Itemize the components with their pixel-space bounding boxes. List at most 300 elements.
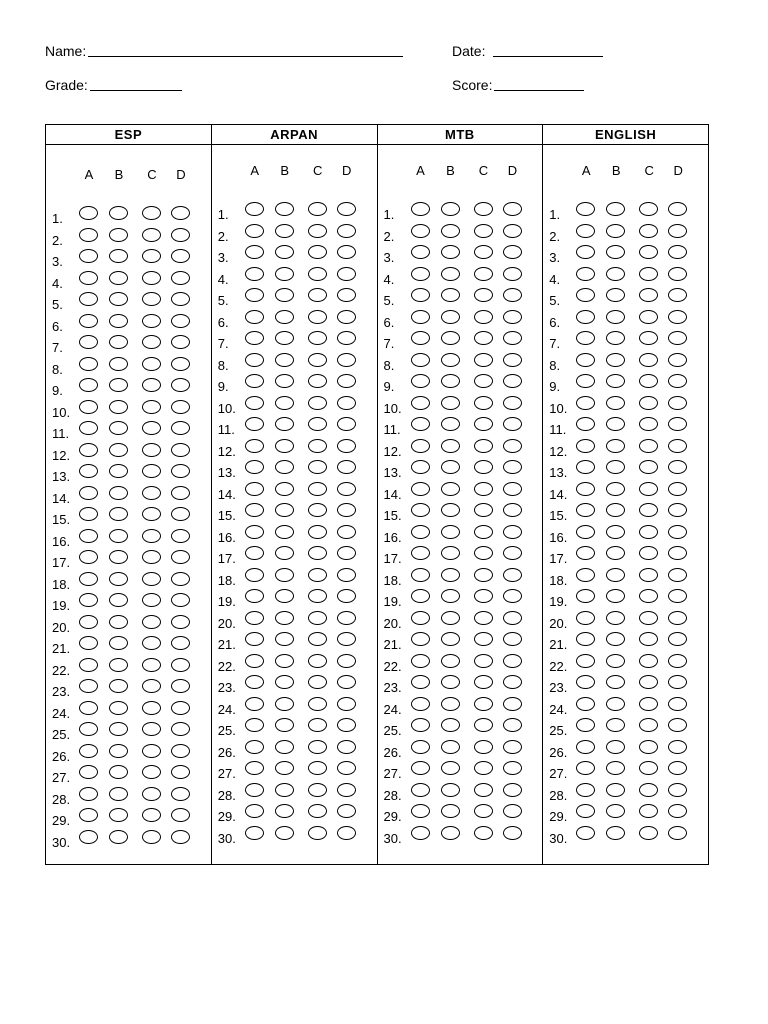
answer-bubble-b[interactable] [606,396,625,410]
answer-bubble-d[interactable] [171,744,190,758]
answer-bubble-d[interactable] [668,697,687,711]
answer-bubble-d[interactable] [668,331,687,345]
answer-bubble-a[interactable] [79,357,98,371]
answer-bubble-c[interactable] [639,417,658,431]
answer-bubble-d[interactable] [171,421,190,435]
answer-bubble-b[interactable] [275,589,294,603]
answer-bubble-c[interactable] [474,417,493,431]
answer-bubble-a[interactable] [245,546,264,560]
answer-bubble-b[interactable] [109,744,128,758]
answer-bubble-c[interactable] [308,675,327,689]
answer-bubble-a[interactable] [245,202,264,216]
answer-bubble-a[interactable] [79,507,98,521]
answer-bubble-b[interactable] [275,546,294,560]
answer-bubble-c[interactable] [142,636,161,650]
date-input-line[interactable] [493,42,603,57]
answer-bubble-c[interactable] [639,826,658,840]
answer-bubble-a[interactable] [79,701,98,715]
answer-bubble-d[interactable] [171,335,190,349]
answer-bubble-d[interactable] [503,783,522,797]
answer-bubble-d[interactable] [503,417,522,431]
answer-bubble-d[interactable] [337,417,356,431]
answer-bubble-d[interactable] [337,460,356,474]
answer-bubble-c[interactable] [474,460,493,474]
answer-bubble-a[interactable] [576,503,595,517]
answer-bubble-b[interactable] [109,572,128,586]
answer-bubble-d[interactable] [503,525,522,539]
answer-bubble-d[interactable] [337,740,356,754]
answer-bubble-c[interactable] [308,374,327,388]
answer-bubble-d[interactable] [503,697,522,711]
answer-bubble-b[interactable] [109,228,128,242]
answer-bubble-d[interactable] [171,765,190,779]
answer-bubble-a[interactable] [576,353,595,367]
answer-bubble-a[interactable] [576,396,595,410]
answer-bubble-c[interactable] [308,417,327,431]
answer-bubble-a[interactable] [411,632,430,646]
answer-bubble-b[interactable] [441,417,460,431]
score-input-line[interactable] [494,76,584,91]
answer-bubble-d[interactable] [503,202,522,216]
answer-bubble-a[interactable] [79,765,98,779]
answer-bubble-a[interactable] [245,267,264,281]
answer-bubble-a[interactable] [576,675,595,689]
answer-bubble-c[interactable] [142,507,161,521]
answer-bubble-a[interactable] [411,697,430,711]
answer-bubble-c[interactable] [639,460,658,474]
answer-bubble-a[interactable] [79,314,98,328]
answer-bubble-c[interactable] [474,589,493,603]
answer-bubble-c[interactable] [474,654,493,668]
answer-bubble-d[interactable] [171,507,190,521]
answer-bubble-d[interactable] [668,804,687,818]
answer-bubble-b[interactable] [109,701,128,715]
answer-bubble-d[interactable] [503,482,522,496]
answer-bubble-d[interactable] [337,611,356,625]
answer-bubble-a[interactable] [245,245,264,259]
answer-bubble-d[interactable] [668,761,687,775]
answer-bubble-a[interactable] [245,783,264,797]
answer-bubble-b[interactable] [441,288,460,302]
answer-bubble-d[interactable] [337,718,356,732]
answer-bubble-d[interactable] [503,804,522,818]
answer-bubble-a[interactable] [245,374,264,388]
answer-bubble-d[interactable] [337,439,356,453]
answer-bubble-b[interactable] [275,632,294,646]
answer-bubble-b[interactable] [441,654,460,668]
answer-bubble-a[interactable] [411,288,430,302]
answer-bubble-c[interactable] [639,503,658,517]
answer-bubble-d[interactable] [171,357,190,371]
answer-bubble-b[interactable] [606,761,625,775]
answer-bubble-c[interactable] [308,288,327,302]
answer-bubble-b[interactable] [441,245,460,259]
answer-bubble-b[interactable] [606,632,625,646]
answer-bubble-a[interactable] [79,744,98,758]
answer-bubble-d[interactable] [337,783,356,797]
answer-bubble-a[interactable] [79,249,98,263]
answer-bubble-a[interactable] [576,783,595,797]
answer-bubble-c[interactable] [474,288,493,302]
answer-bubble-d[interactable] [668,374,687,388]
answer-bubble-c[interactable] [308,826,327,840]
answer-bubble-b[interactable] [606,675,625,689]
answer-bubble-c[interactable] [474,202,493,216]
answer-bubble-d[interactable] [503,439,522,453]
answer-bubble-b[interactable] [275,288,294,302]
answer-bubble-c[interactable] [142,486,161,500]
answer-bubble-d[interactable] [668,417,687,431]
answer-bubble-c[interactable] [474,783,493,797]
answer-bubble-b[interactable] [275,740,294,754]
answer-bubble-c[interactable] [142,378,161,392]
answer-bubble-d[interactable] [503,546,522,560]
answer-bubble-a[interactable] [411,245,430,259]
answer-bubble-c[interactable] [308,525,327,539]
answer-bubble-a[interactable] [576,310,595,324]
answer-bubble-b[interactable] [606,245,625,259]
answer-bubble-a[interactable] [576,804,595,818]
answer-bubble-a[interactable] [411,611,430,625]
answer-bubble-c[interactable] [474,245,493,259]
answer-bubble-d[interactable] [503,353,522,367]
answer-bubble-a[interactable] [411,331,430,345]
answer-bubble-c[interactable] [308,783,327,797]
answer-bubble-c[interactable] [639,697,658,711]
answer-bubble-b[interactable] [606,611,625,625]
answer-bubble-a[interactable] [411,761,430,775]
answer-bubble-a[interactable] [245,589,264,603]
answer-bubble-a[interactable] [411,654,430,668]
answer-bubble-a[interactable] [411,417,430,431]
answer-bubble-d[interactable] [503,740,522,754]
answer-bubble-c[interactable] [474,374,493,388]
grade-input-line[interactable] [90,76,182,91]
answer-bubble-a[interactable] [245,568,264,582]
answer-bubble-b[interactable] [441,826,460,840]
answer-bubble-b[interactable] [109,357,128,371]
answer-bubble-b[interactable] [275,310,294,324]
answer-bubble-a[interactable] [245,632,264,646]
answer-bubble-b[interactable] [109,486,128,500]
answer-bubble-b[interactable] [441,632,460,646]
answer-bubble-b[interactable] [275,675,294,689]
answer-bubble-d[interactable] [503,310,522,324]
answer-bubble-c[interactable] [639,740,658,754]
answer-bubble-b[interactable] [109,271,128,285]
answer-bubble-d[interactable] [668,826,687,840]
answer-bubble-a[interactable] [245,439,264,453]
answer-bubble-b[interactable] [606,589,625,603]
answer-bubble-a[interactable] [576,439,595,453]
answer-bubble-d[interactable] [337,632,356,646]
answer-bubble-b[interactable] [109,507,128,521]
answer-bubble-c[interactable] [639,589,658,603]
answer-bubble-b[interactable] [606,310,625,324]
answer-bubble-d[interactable] [337,546,356,560]
answer-bubble-c[interactable] [639,654,658,668]
answer-bubble-c[interactable] [474,267,493,281]
answer-bubble-a[interactable] [576,761,595,775]
answer-bubble-c[interactable] [142,679,161,693]
answer-bubble-c[interactable] [474,525,493,539]
answer-bubble-a[interactable] [576,568,595,582]
answer-bubble-a[interactable] [245,417,264,431]
answer-bubble-b[interactable] [109,529,128,543]
answer-bubble-c[interactable] [474,761,493,775]
answer-bubble-b[interactable] [275,654,294,668]
answer-bubble-c[interactable] [142,357,161,371]
answer-bubble-c[interactable] [474,697,493,711]
answer-bubble-c[interactable] [639,224,658,238]
answer-bubble-b[interactable] [109,658,128,672]
answer-bubble-c[interactable] [308,482,327,496]
answer-bubble-d[interactable] [668,310,687,324]
answer-bubble-b[interactable] [275,460,294,474]
answer-bubble-a[interactable] [79,378,98,392]
answer-bubble-d[interactable] [668,525,687,539]
answer-bubble-a[interactable] [79,335,98,349]
answer-bubble-a[interactable] [576,267,595,281]
answer-bubble-b[interactable] [275,718,294,732]
answer-bubble-c[interactable] [474,224,493,238]
answer-bubble-a[interactable] [245,697,264,711]
answer-bubble-b[interactable] [441,331,460,345]
answer-bubble-c[interactable] [474,482,493,496]
answer-bubble-d[interactable] [668,460,687,474]
answer-bubble-a[interactable] [245,331,264,345]
answer-bubble-b[interactable] [606,224,625,238]
answer-bubble-a[interactable] [79,529,98,543]
answer-bubble-a[interactable] [79,443,98,457]
answer-bubble-a[interactable] [245,460,264,474]
answer-bubble-c[interactable] [142,550,161,564]
answer-bubble-b[interactable] [441,740,460,754]
answer-bubble-c[interactable] [142,400,161,414]
answer-bubble-d[interactable] [337,396,356,410]
answer-bubble-d[interactable] [171,206,190,220]
answer-bubble-b[interactable] [275,245,294,259]
answer-bubble-d[interactable] [503,267,522,281]
answer-bubble-b[interactable] [441,804,460,818]
answer-bubble-c[interactable] [639,632,658,646]
answer-bubble-b[interactable] [275,417,294,431]
answer-bubble-d[interactable] [503,718,522,732]
answer-bubble-d[interactable] [171,615,190,629]
answer-bubble-d[interactable] [171,292,190,306]
answer-bubble-b[interactable] [275,396,294,410]
answer-bubble-b[interactable] [109,378,128,392]
answer-bubble-c[interactable] [639,245,658,259]
answer-bubble-b[interactable] [441,353,460,367]
answer-bubble-a[interactable] [411,460,430,474]
answer-bubble-c[interactable] [308,503,327,517]
answer-bubble-c[interactable] [639,396,658,410]
answer-bubble-a[interactable] [245,804,264,818]
answer-bubble-c[interactable] [308,697,327,711]
answer-bubble-d[interactable] [668,611,687,625]
answer-bubble-b[interactable] [109,787,128,801]
answer-bubble-d[interactable] [668,202,687,216]
answer-bubble-d[interactable] [171,722,190,736]
answer-bubble-d[interactable] [503,654,522,668]
answer-bubble-c[interactable] [308,632,327,646]
answer-bubble-c[interactable] [639,718,658,732]
answer-bubble-a[interactable] [411,439,430,453]
answer-bubble-d[interactable] [668,568,687,582]
answer-bubble-c[interactable] [308,224,327,238]
answer-bubble-a[interactable] [576,374,595,388]
answer-bubble-a[interactable] [79,830,98,844]
answer-bubble-c[interactable] [308,353,327,367]
answer-bubble-b[interactable] [606,267,625,281]
answer-bubble-c[interactable] [142,292,161,306]
answer-bubble-d[interactable] [171,593,190,607]
answer-bubble-a[interactable] [576,288,595,302]
answer-bubble-b[interactable] [441,482,460,496]
answer-bubble-a[interactable] [576,460,595,474]
answer-bubble-a[interactable] [79,421,98,435]
answer-bubble-a[interactable] [245,353,264,367]
answer-bubble-a[interactable] [411,267,430,281]
answer-bubble-b[interactable] [441,267,460,281]
answer-bubble-d[interactable] [337,826,356,840]
answer-bubble-d[interactable] [503,460,522,474]
answer-bubble-b[interactable] [606,804,625,818]
answer-bubble-a[interactable] [245,288,264,302]
answer-bubble-b[interactable] [441,589,460,603]
answer-bubble-d[interactable] [171,658,190,672]
answer-bubble-a[interactable] [576,482,595,496]
answer-bubble-d[interactable] [171,464,190,478]
answer-bubble-b[interactable] [109,206,128,220]
answer-bubble-a[interactable] [576,589,595,603]
answer-bubble-b[interactable] [109,443,128,457]
answer-bubble-b[interactable] [606,654,625,668]
answer-bubble-c[interactable] [474,740,493,754]
answer-bubble-a[interactable] [79,572,98,586]
answer-bubble-a[interactable] [245,310,264,324]
answer-bubble-a[interactable] [245,654,264,668]
answer-bubble-d[interactable] [668,224,687,238]
answer-bubble-c[interactable] [639,568,658,582]
answer-bubble-a[interactable] [411,826,430,840]
answer-bubble-a[interactable] [411,503,430,517]
answer-bubble-a[interactable] [245,396,264,410]
answer-bubble-b[interactable] [606,718,625,732]
answer-bubble-b[interactable] [109,830,128,844]
answer-bubble-b[interactable] [441,675,460,689]
answer-bubble-a[interactable] [245,718,264,732]
answer-bubble-a[interactable] [576,224,595,238]
answer-bubble-b[interactable] [109,593,128,607]
answer-bubble-c[interactable] [142,808,161,822]
answer-bubble-b[interactable] [109,722,128,736]
answer-bubble-c[interactable] [308,396,327,410]
answer-bubble-b[interactable] [275,331,294,345]
answer-bubble-c[interactable] [308,439,327,453]
answer-bubble-a[interactable] [245,826,264,840]
answer-bubble-c[interactable] [308,267,327,281]
answer-bubble-c[interactable] [474,396,493,410]
answer-bubble-b[interactable] [275,568,294,582]
answer-bubble-c[interactable] [142,744,161,758]
answer-bubble-b[interactable] [275,202,294,216]
answer-bubble-c[interactable] [474,331,493,345]
answer-bubble-c[interactable] [474,632,493,646]
answer-bubble-d[interactable] [337,525,356,539]
answer-bubble-b[interactable] [441,503,460,517]
answer-bubble-c[interactable] [142,464,161,478]
answer-bubble-c[interactable] [142,830,161,844]
answer-bubble-d[interactable] [337,482,356,496]
answer-bubble-b[interactable] [606,568,625,582]
answer-bubble-c[interactable] [142,722,161,736]
answer-bubble-a[interactable] [79,228,98,242]
answer-bubble-d[interactable] [503,503,522,517]
answer-bubble-a[interactable] [576,654,595,668]
answer-bubble-d[interactable] [337,353,356,367]
answer-bubble-d[interactable] [337,224,356,238]
answer-bubble-c[interactable] [639,675,658,689]
answer-bubble-d[interactable] [171,378,190,392]
answer-bubble-b[interactable] [109,400,128,414]
answer-bubble-d[interactable] [171,443,190,457]
answer-bubble-d[interactable] [503,589,522,603]
answer-bubble-b[interactable] [109,550,128,564]
answer-bubble-c[interactable] [474,353,493,367]
answer-bubble-c[interactable] [639,310,658,324]
answer-bubble-c[interactable] [308,740,327,754]
answer-bubble-c[interactable] [308,761,327,775]
answer-bubble-b[interactable] [109,421,128,435]
answer-bubble-b[interactable] [441,783,460,797]
answer-bubble-d[interactable] [171,636,190,650]
answer-bubble-b[interactable] [606,525,625,539]
answer-bubble-a[interactable] [576,740,595,754]
answer-bubble-d[interactable] [668,718,687,732]
answer-bubble-a[interactable] [576,718,595,732]
answer-bubble-d[interactable] [668,675,687,689]
answer-bubble-d[interactable] [337,267,356,281]
answer-bubble-a[interactable] [411,718,430,732]
answer-bubble-a[interactable] [79,679,98,693]
answer-bubble-d[interactable] [171,701,190,715]
answer-bubble-c[interactable] [639,374,658,388]
answer-bubble-d[interactable] [337,374,356,388]
answer-bubble-c[interactable] [142,658,161,672]
answer-bubble-b[interactable] [275,353,294,367]
answer-bubble-b[interactable] [441,374,460,388]
answer-bubble-c[interactable] [639,439,658,453]
answer-bubble-a[interactable] [576,632,595,646]
answer-bubble-c[interactable] [639,288,658,302]
answer-bubble-d[interactable] [171,400,190,414]
answer-bubble-a[interactable] [411,546,430,560]
answer-bubble-d[interactable] [668,353,687,367]
answer-bubble-b[interactable] [275,525,294,539]
answer-bubble-d[interactable] [337,697,356,711]
answer-bubble-d[interactable] [503,761,522,775]
answer-bubble-a[interactable] [411,675,430,689]
answer-bubble-d[interactable] [668,589,687,603]
answer-bubble-b[interactable] [275,826,294,840]
answer-bubble-d[interactable] [337,331,356,345]
answer-bubble-c[interactable] [142,249,161,263]
answer-bubble-b[interactable] [109,679,128,693]
answer-bubble-c[interactable] [308,804,327,818]
answer-bubble-b[interactable] [275,611,294,625]
